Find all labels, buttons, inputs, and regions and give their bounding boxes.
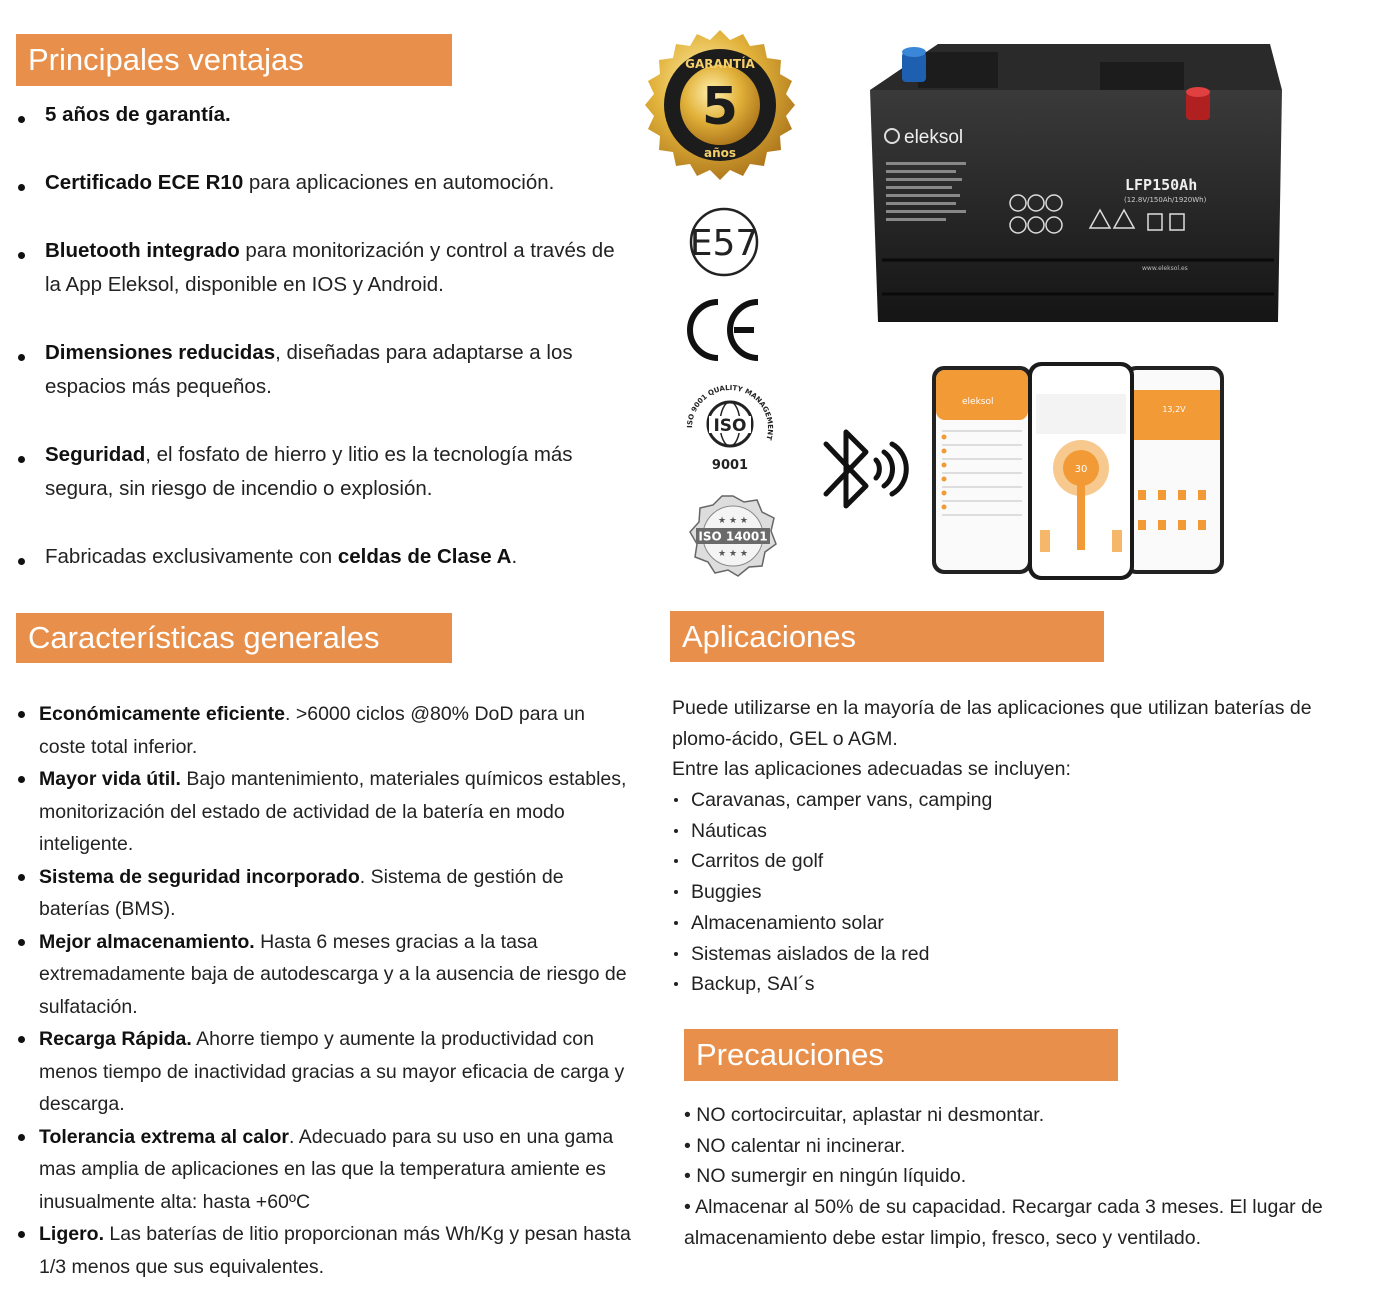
list-item: [16, 763, 636, 861]
battery-image: [860, 38, 1290, 328]
advantage-text: , diseñadas para adaptarse a los espacios más pequeños.: [45, 341, 573, 398]
bluetooth-icon: [818, 414, 910, 524]
list-item: [16, 1023, 636, 1121]
e-mark-text: E57: [689, 223, 759, 264]
advantage-bold: 5 años de garantía.: [45, 103, 231, 126]
e-mark-icon: [680, 207, 768, 277]
feature-bold: Mayor vida útil.: [39, 768, 181, 790]
warranty-seal-icon: [641, 28, 799, 186]
svg-text:★ ★ ★: ★ ★ ★: [718, 516, 748, 526]
list-item: [16, 698, 636, 763]
feature-text: Hasta 6 meses gracias a la tasa extremadamente baja de autodescarga y a la ausencia de riesgo de sulfatación.: [39, 930, 627, 1018]
battery-spec: (12.8V/150Ah/1920Wh): [1124, 196, 1207, 204]
precautions-list: [684, 1100, 1344, 1254]
list-item: • Almacenar al 50% de su capacidad. Recargar cada 3 meses. El lugar de almacenamiento debe estar limpio, fresco, seco y ventilado.: [684, 1196, 1323, 1249]
precautions-title: Precauciones: [696, 1037, 884, 1072]
iso14001-text: ISO 14001: [698, 529, 768, 544]
warranty-top-text: GARANTÍA: [685, 57, 755, 71]
list-item: Sistemas aislados de la red: [671, 939, 1271, 970]
battery-model: LFP150Ah: [1125, 176, 1198, 194]
list-item: [16, 1218, 636, 1283]
advantages-list: [16, 98, 636, 574]
feature-bold: Ligero.: [39, 1223, 105, 1245]
advantage-text: para monitorización y control a través de la App Eleksol, disponible en IOS y Android.: [45, 239, 615, 296]
list-item: Carritos de golf: [671, 846, 1271, 877]
right-phone-value: 13,2V: [1162, 405, 1186, 414]
features-list: [16, 698, 636, 1283]
applications-intro-1: Puede utilizarse en la mayoría de las aplicaciones que utilizan baterías de plomo-ácido, GEL o AGM.: [672, 697, 1312, 750]
advantage-bold: celdas de Clase A: [337, 545, 512, 568]
features-header: [16, 613, 452, 663]
iso-14001-icon: [688, 494, 778, 578]
applications-intro: [672, 693, 1322, 785]
list-item: [16, 540, 636, 574]
iso9001-center-text: ISO: [713, 416, 747, 436]
list-item: Náuticas: [671, 816, 1271, 847]
iso9001-number: 9001: [711, 458, 749, 473]
feature-bold: Recarga Rápida.: [39, 1028, 192, 1050]
features-title: Características generales: [28, 620, 380, 655]
advantage-text: .: [511, 545, 518, 568]
advantages-title: Principales ventajas: [28, 42, 304, 77]
feature-text: Bajo mantenimiento, materiales químicos estables, monitorización del estado de actividad de la batería en modo inteligente.: [39, 768, 627, 855]
advantage-text: para aplicaciones en automoción.: [243, 171, 555, 194]
list-item: Caravanas, camper vans, camping: [671, 785, 1271, 816]
feature-bold: Sistema de seguridad incorporado: [39, 865, 360, 888]
advantage-bold: Seguridad: [45, 443, 146, 466]
applications-intro-2: Entre las aplicaciones adecuadas se incluyen:: [672, 758, 1071, 781]
list-item: [16, 1121, 636, 1219]
center-phone-value: 30: [1074, 464, 1088, 475]
list-item: [16, 926, 636, 1024]
iso-9001-icon: [682, 380, 778, 476]
list-item: • NO cortocircuitar, aplastar ni desmontar.: [684, 1104, 1045, 1126]
svg-text:★ ★ ★: ★ ★ ★: [718, 549, 748, 559]
feature-bold: Económicamente eficiente: [39, 703, 285, 725]
list-item: [16, 166, 636, 200]
applications-header: [670, 611, 1104, 662]
list-item: [16, 336, 636, 404]
advantage-bold: Bluetooth integrado: [45, 239, 240, 262]
feature-text: . Sistema de gestión de baterías (BMS).: [39, 865, 564, 920]
battery-url: www.eleksol.es: [1142, 265, 1188, 272]
feature-text: Las baterías de litio proporcionan más Wh/Kg y pesan hasta 1/3 menos que sus equivalentes.: [39, 1223, 631, 1278]
precautions-header: [684, 1029, 1118, 1081]
advantages-header: [16, 34, 452, 86]
advantage-text: , el fosfato de hierro y litio es la tecnología más segura, sin riesgo de incendio o explosión.: [45, 443, 573, 500]
warranty-number: 5: [701, 77, 739, 137]
list-item: • NO sumergir en ningún líquido.: [684, 1165, 967, 1188]
iso9001-ring-text: ISO 9001 QUALITY MANAGEMENT: [685, 383, 775, 441]
list-item: [16, 861, 636, 926]
feature-bold: Tolerancia extrema al calor: [39, 1125, 290, 1148]
battery-brand: eleksol: [904, 127, 964, 148]
list-item: [16, 98, 636, 132]
list-item: Backup, SAI´s: [671, 969, 1271, 1000]
list-item: Buggies: [671, 877, 1271, 908]
feature-text: Ahorre tiempo y aumente la productividad con menos tiempo de inactividad gracias a su mayor eficacia de carga y descarga.: [39, 1028, 625, 1115]
ce-mark-icon: [684, 296, 764, 364]
left-phone-brand: eleksol: [962, 397, 994, 407]
advantage-text: Fabricadas exclusivamente con: [45, 545, 338, 568]
advantage-bold: Certificado ECE R10: [45, 171, 244, 194]
feature-text: . >6000 ciclos @80% DoD para un coste total inferior.: [39, 703, 586, 758]
applications-list: [671, 785, 1271, 1000]
feature-text: . Adecuado para su uso en una gama mas amplia de aplicaciones en las que la temperatura amiente es inusualmente alta: hasta +60ºC: [39, 1125, 614, 1213]
warranty-bottom-text: años: [703, 146, 737, 160]
feature-bold: Mejor almacenamiento.: [39, 930, 255, 953]
app-phones-image: [928, 360, 1228, 582]
advantage-bold: Dimensiones reducidas: [45, 341, 276, 364]
list-item: Almacenamiento solar: [671, 908, 1271, 939]
list-item: [16, 234, 636, 302]
list-item: • NO calentar ni incinerar.: [684, 1134, 906, 1157]
applications-title: Aplicaciones: [682, 618, 857, 654]
list-item: [16, 438, 636, 506]
